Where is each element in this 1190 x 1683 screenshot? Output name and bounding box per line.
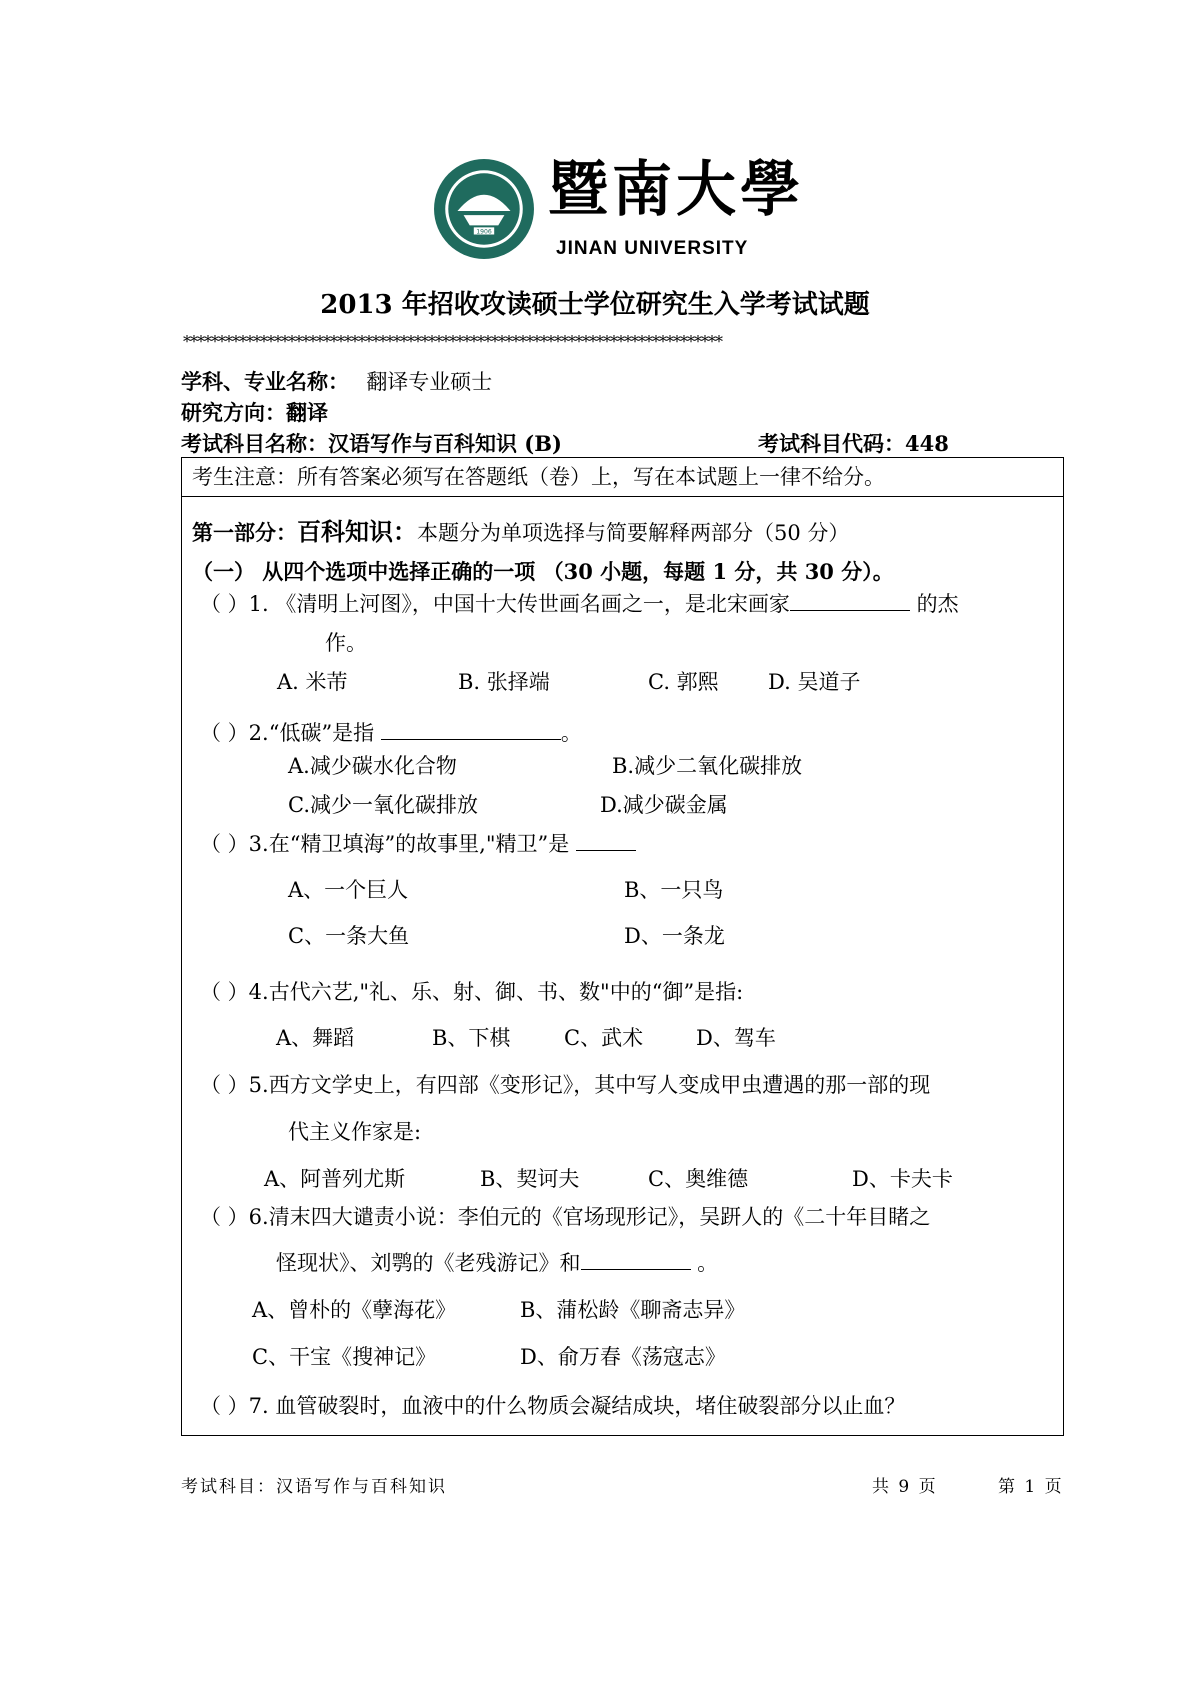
q1-option-d: D. 吴道子 bbox=[768, 670, 861, 694]
star-separator: ***************************************************************************** bbox=[183, 332, 722, 348]
q5-option-b: B、契诃夫 bbox=[480, 1167, 580, 1191]
part-one-topic: 百科知识： bbox=[297, 517, 417, 546]
q1-option-b: B. 张择端 bbox=[458, 670, 550, 694]
q4-option-d: D、驾车 bbox=[696, 1026, 776, 1050]
subject-line bbox=[181, 366, 492, 396]
q2-option-a: A.减少碳水化合物 bbox=[288, 754, 457, 778]
question-4-stem: （ ）4.古代六艺,"礼、乐、射、御、书、数"中的“御”是指: bbox=[200, 980, 744, 1004]
part-one-desc: 本题分为单项选择与简要解释两部分（50 分） bbox=[417, 521, 850, 545]
part-one-label: 第一部分： bbox=[192, 520, 297, 545]
answer-blank bbox=[581, 1251, 691, 1270]
q3-option-c: C、一条大鱼 bbox=[288, 924, 410, 948]
exam-code: 考试科目代码：448 bbox=[758, 431, 949, 456]
part-one-heading bbox=[192, 512, 849, 547]
notice-text: 考生注意：所有答案必须写在答题纸（卷）上，写在本试题上一律不给分。 bbox=[192, 465, 885, 489]
question-5-stem: （ ）5.西方文学史上，有四部《变形记》，其中写人变成甲虫遭遇的那一部的现 bbox=[200, 1073, 931, 1097]
university-seal-logo bbox=[433, 158, 535, 260]
question-5-stem-cont: 代主义作家是: bbox=[288, 1120, 422, 1144]
subject-label: 学科、专业名称： bbox=[181, 369, 349, 394]
q2-option-d: D.减少碳金属 bbox=[600, 793, 728, 817]
q4-option-c: C、武术 bbox=[564, 1026, 644, 1050]
question-3-stem: （ ）3.在“精卫填海”的故事里,"精卫”是 bbox=[200, 828, 636, 858]
q6-option-d: D、俞万春《荡寇志》 bbox=[520, 1345, 726, 1369]
q6-option-a: A、曾朴的《孽海花》 bbox=[252, 1298, 457, 1322]
subject-value: 翻译专业硕士 bbox=[366, 370, 493, 394]
answer-blank bbox=[790, 592, 910, 611]
footer-page-number: 第 1 页 bbox=[998, 1477, 1064, 1497]
q3-option-b: B、一只鸟 bbox=[624, 878, 724, 902]
section-one-heading: （一） 从四个选项中选择正确的一项 （30 小题，每题 1 分，共 30 分）。 bbox=[192, 559, 894, 584]
question-1-stem-cont: 作。 bbox=[325, 631, 367, 655]
university-name-en: JINAN UNIVERSITY bbox=[556, 238, 749, 259]
q1-option-c: C. 郭熙 bbox=[648, 670, 719, 694]
research-direction: 研究方向：翻译 bbox=[181, 400, 328, 425]
exam-title: 2013 年招收攻读硕士学位研究生入学考试试题 bbox=[320, 290, 870, 320]
q5-option-c: C、奥维德 bbox=[648, 1167, 749, 1191]
footer-subject: 考试科目：汉语写作与百科知识 bbox=[181, 1477, 447, 1497]
answer-blank bbox=[381, 721, 561, 740]
answer-blank bbox=[576, 832, 636, 851]
seal-year: 1906 bbox=[476, 228, 492, 236]
q1-option-a: A. 米芾 bbox=[277, 670, 348, 694]
q6-option-b: B、蒲松龄《聊斋志异》 bbox=[520, 1298, 746, 1322]
q2-option-c: C.减少一氧化碳排放 bbox=[288, 793, 478, 817]
exam-name: 考试科目名称：汉语写作与百科知识 (B) bbox=[181, 431, 562, 456]
question-6-stem-cont: 怪现状》、刘鹗的《老残游记》和 。 bbox=[276, 1251, 719, 1275]
q5-option-d: D、卡夫卡 bbox=[852, 1167, 953, 1191]
q2-option-b: B.减少二氧化碳排放 bbox=[612, 754, 803, 778]
question-6-stem: （ ）6.清末四大谴责小说：李伯元的《官场现形记》，吴趼人的《二十年目睹之 bbox=[200, 1205, 931, 1229]
university-name-cn: 暨南大學 bbox=[548, 155, 804, 225]
q3-option-d: D、一条龙 bbox=[624, 924, 725, 948]
footer-total-pages: 共 9 页 bbox=[872, 1477, 938, 1497]
q6-option-c: C、干宝《搜神记》 bbox=[252, 1345, 437, 1369]
q4-option-b: B、下棋 bbox=[432, 1026, 511, 1050]
question-1-stem: （ ）1. 《清明上河图》，中国十大传世画名画之一，是北宋画家 的杰 bbox=[200, 592, 959, 616]
question-7-stem: （ ）7. 血管破裂时，血液中的什么物质会凝结成块，堵住破裂部分以止血？ bbox=[200, 1394, 906, 1418]
q5-option-a: A、阿普列尤斯 bbox=[264, 1167, 406, 1191]
q3-option-a: A、一个巨人 bbox=[288, 878, 409, 902]
question-2-stem: （ ）2.“低碳”是指 。 bbox=[200, 721, 582, 745]
q4-option-a: A、舞蹈 bbox=[276, 1026, 355, 1050]
